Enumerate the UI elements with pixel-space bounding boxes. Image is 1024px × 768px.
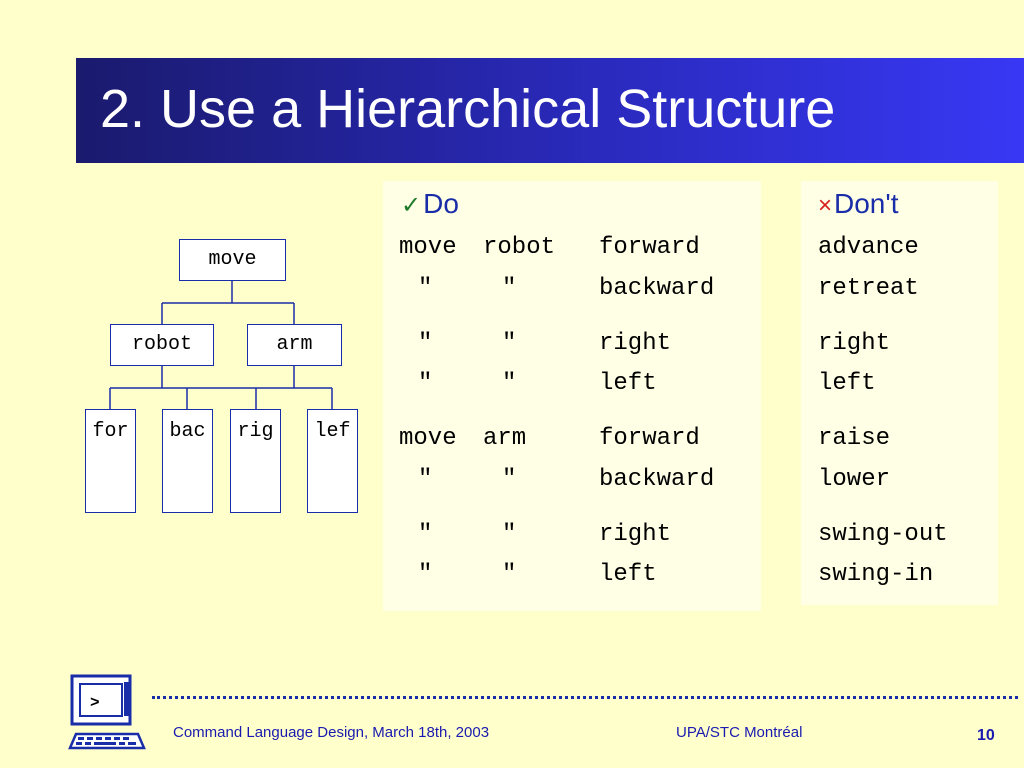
dont-heading [818, 188, 899, 220]
do-row-5-col-2: arm [483, 425, 527, 452]
do-row-3-col-1: " [418, 330, 433, 357]
tree-leaf-bac: bac [162, 409, 213, 513]
dont-row-3: right [818, 330, 891, 357]
do-row-7-col-1: " [418, 521, 433, 548]
do-row-2-col-2: " [502, 275, 517, 302]
dont-row-1: advance [818, 234, 919, 261]
do-row-7-col-2: " [502, 521, 517, 548]
tree-leaf-for: for [85, 409, 136, 513]
dont-row-4: left [818, 370, 876, 397]
do-row-2-col-3: backward [599, 275, 715, 302]
logo-prompt-text: > [90, 694, 100, 712]
do-row-6-col-2: " [502, 466, 517, 493]
do-row-3-col-3: right [599, 330, 672, 357]
do-row-8-col-1: " [418, 561, 433, 588]
dont-heading-label: Don't [834, 188, 899, 219]
check-icon: ✓ [401, 192, 422, 219]
tree-node-move: move [179, 239, 286, 281]
do-row-1-col-3: forward [599, 234, 700, 261]
computer-terminal-icon [66, 672, 146, 759]
do-row-1-col-1: move [399, 234, 457, 261]
footer-left-text: Command Language Design, March 18th, 2003 [173, 724, 490, 741]
tree-leaf-lef: lef [307, 409, 358, 513]
dont-row-8: swing-in [818, 561, 934, 588]
tree-node-arm: arm [247, 324, 342, 366]
footer-divider [152, 696, 1018, 699]
do-heading [401, 188, 459, 220]
dont-row-5: raise [818, 425, 891, 452]
page-number: 10 [977, 727, 995, 744]
do-row-5-col-3: forward [599, 425, 700, 452]
do-row-8-col-2: " [502, 561, 517, 588]
tree-leaf-rig: rig [230, 409, 281, 513]
do-row-2-col-1: " [418, 275, 433, 302]
do-row-7-col-3: right [599, 521, 672, 548]
do-row-1-col-2: robot [483, 234, 556, 261]
slide-title: 2. Use a Hierarchical Structure [100, 79, 836, 139]
footer-center-text: UPA/STC Montréal [676, 724, 803, 741]
dont-row-2: retreat [818, 275, 919, 302]
do-heading-label: Do [423, 188, 459, 219]
do-row-3-col-2: " [502, 330, 517, 357]
do-row-8-col-3: left [599, 561, 657, 588]
do-row-6-col-1: " [418, 466, 433, 493]
do-row-4-col-3: left [599, 370, 657, 397]
do-row-4-col-1: " [418, 370, 433, 397]
do-row-6-col-3: backward [599, 466, 715, 493]
dont-row-6: lower [818, 466, 891, 493]
tree-node-robot: robot [110, 324, 214, 366]
cross-icon: × [818, 192, 833, 219]
do-row-4-col-2: " [502, 370, 517, 397]
dont-row-7: swing-out [818, 521, 948, 548]
do-row-5-col-1: move [399, 425, 457, 452]
